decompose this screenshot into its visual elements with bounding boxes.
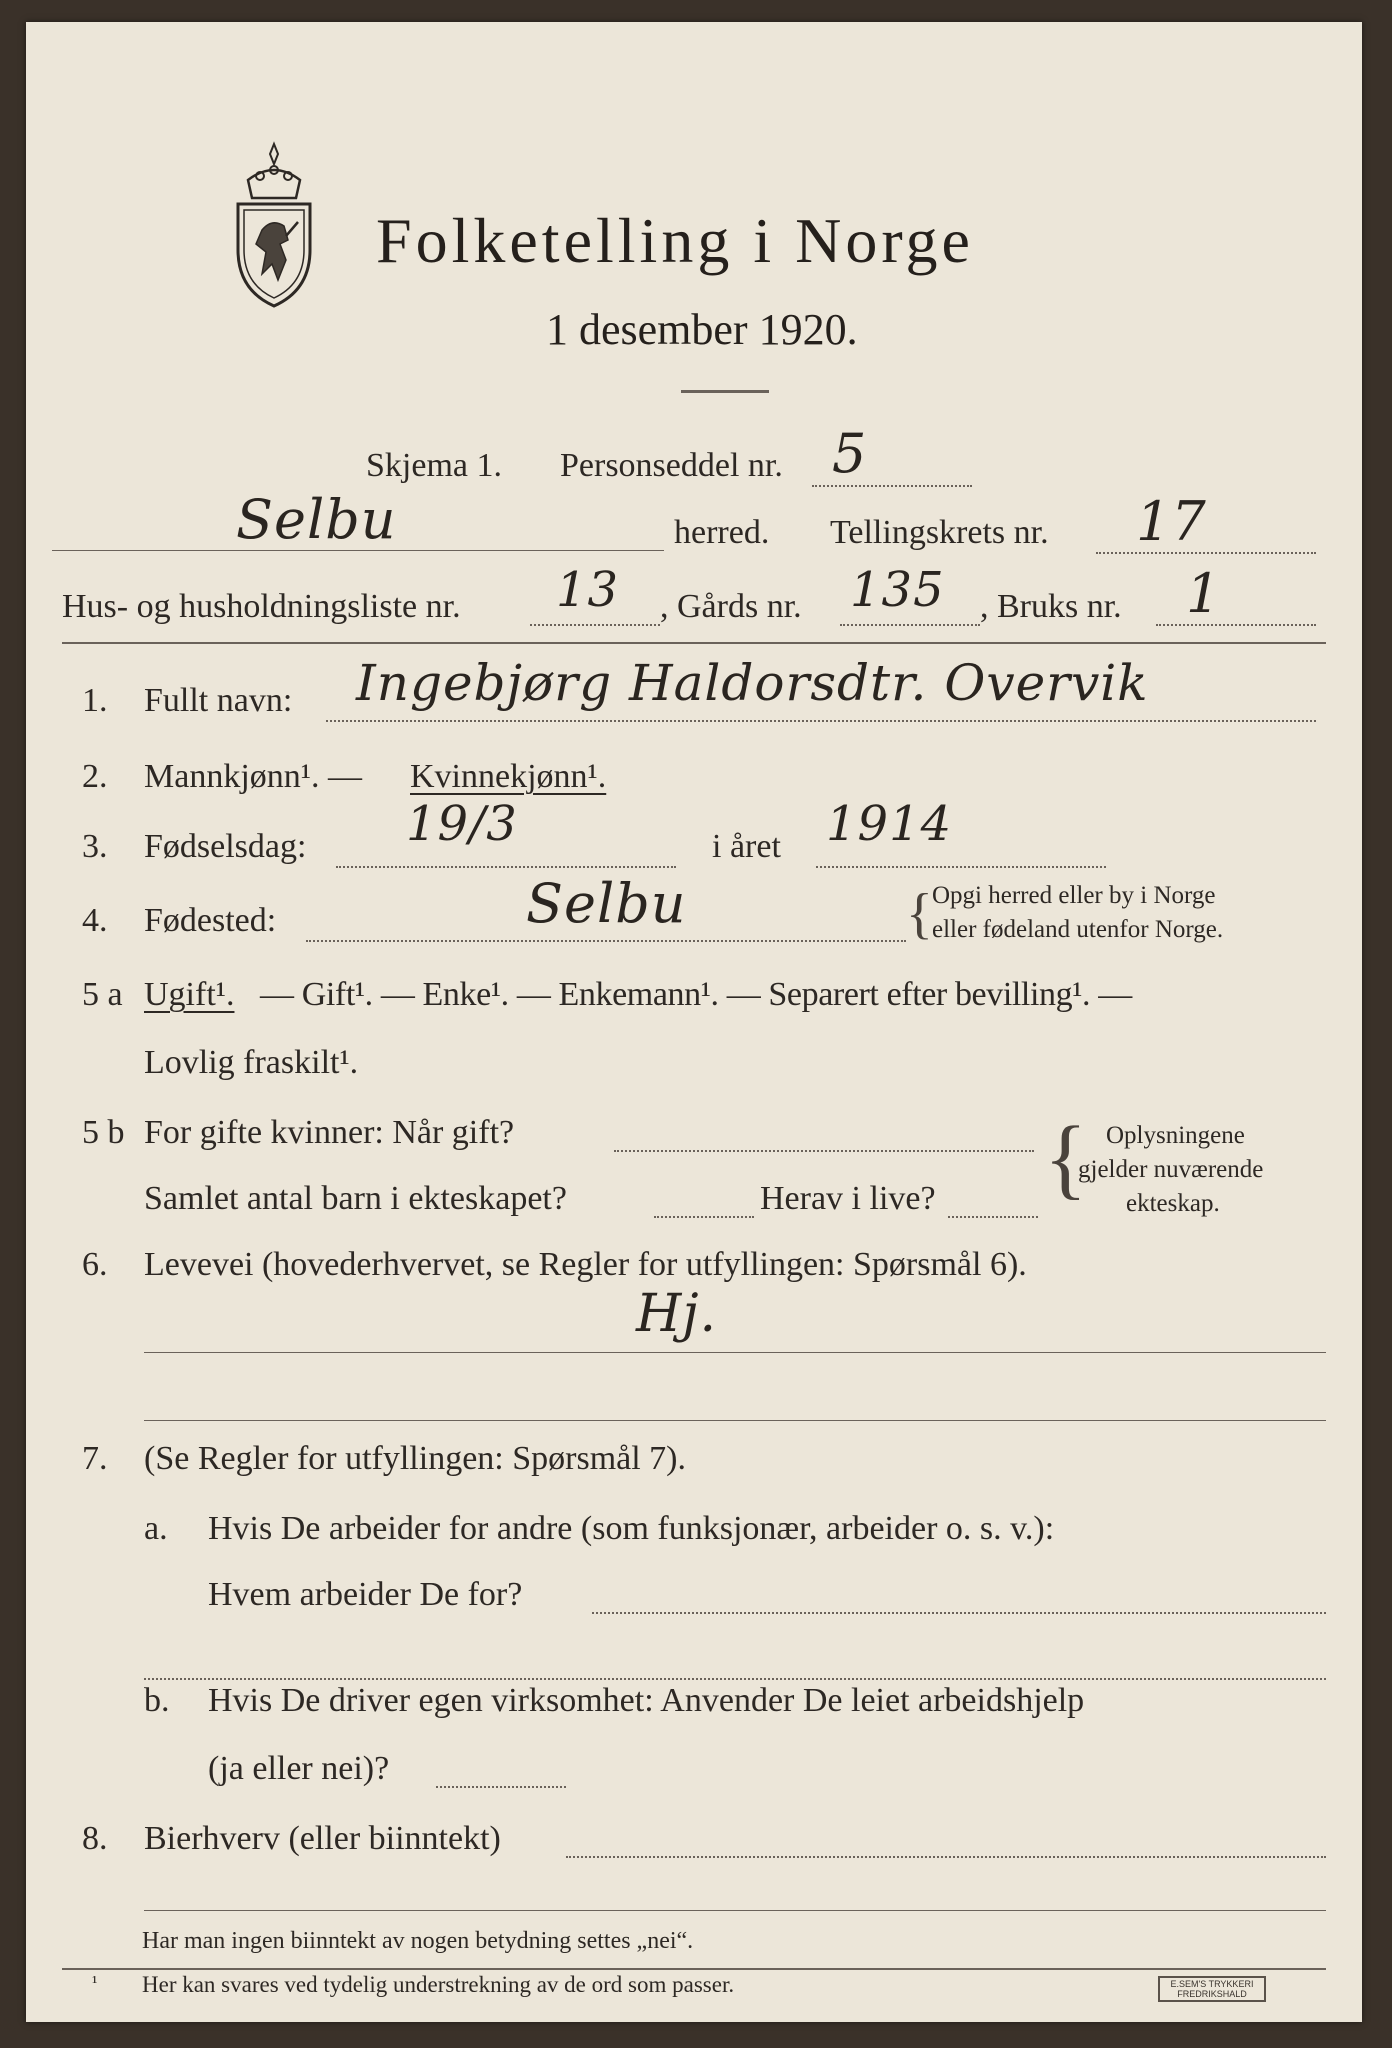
q7b-label: Hvis De driver egen virksomhet: Anvender De leiet arbeidshjelp [208, 1682, 1085, 1719]
q4-number: 4. [82, 902, 108, 939]
bruks-value: 1 [1186, 562, 1222, 625]
footnote-separator [62, 1968, 1326, 1970]
employer-field[interactable] [592, 1612, 1326, 1614]
q5b-note-line3: ekteskap. [1126, 1190, 1220, 1217]
coat-of-arms-icon [226, 140, 322, 310]
form-title: Folketelling i Norge [376, 205, 974, 276]
herred-value: Selbu [236, 488, 397, 551]
birthplace-field[interactable] [306, 940, 906, 942]
q8-label: Bierhverv (eller biinntekt) [144, 1820, 501, 1857]
q7a-label: Hvis De arbeider for andre (som funksjonær, arbeider o. s. v.): [208, 1510, 1055, 1547]
birthdate-field[interactable] [336, 866, 676, 868]
personseddel-label: Personseddel nr. [560, 447, 783, 484]
q6-label: Levevei (hovederhvervet, se Regler for utfyllingen: Spørsmål 6). [144, 1246, 1027, 1283]
occupation-line-2[interactable] [144, 1420, 1326, 1421]
q8-number: 8. [82, 1820, 108, 1857]
bruks-field[interactable] [1156, 624, 1316, 626]
occupation-line-1[interactable] [144, 1352, 1326, 1353]
q7b-label-yesno: (ja eller nei)? [208, 1750, 390, 1787]
side-income-line[interactable] [144, 1910, 1326, 1911]
husliste-value: 13 [556, 562, 620, 618]
q5b-note-line1: Oplysningene [1106, 1122, 1245, 1149]
q2-number: 2. [82, 758, 108, 795]
census-form-page [26, 22, 1362, 2022]
children-alive-field[interactable] [948, 1216, 1038, 1218]
q1-label: Fullt navn: [144, 682, 293, 719]
husliste-field[interactable] [530, 624, 660, 626]
q5b-label-children: Samlet antal barn i ekteskapet? [144, 1180, 567, 1217]
q5b-number: 5 b [82, 1114, 125, 1151]
birthplace-value: Selbu [526, 872, 687, 935]
q4-label: Fødested: [144, 902, 277, 939]
q7-label: (Se Regler for utfyllingen: Spørsmål 7). [144, 1440, 687, 1477]
marital-other-options[interactable]: — Gift¹. — Enke¹. — Enkemann¹. — Separert efter bevilling¹. — [260, 976, 1132, 1013]
tellingskrets-label: Tellingskrets nr. [830, 514, 1049, 551]
gender-female-option[interactable]: Kvinnekjønn¹. [410, 758, 607, 795]
q4-note-line1: Opgi herred eller by i Norge [932, 882, 1216, 909]
printer-stamp [1158, 1976, 1266, 2002]
side-income-field[interactable] [566, 1856, 1326, 1858]
biinntekt-note: Har man ingen biinntekt av nogen betydning settes „nei“. [142, 1928, 694, 1954]
employer-field-extra[interactable] [144, 1678, 1326, 1680]
q5b-brace: { [1044, 1109, 1088, 1208]
gards-value: 135 [850, 562, 945, 618]
full-name-value: Ingebjørg Haldorsdtr. Overvik [356, 654, 1149, 712]
q6-number: 6. [82, 1246, 108, 1283]
q3-label: Fødselsdag: [144, 828, 307, 865]
gender-male-option[interactable]: Mannkjønn¹. — [144, 758, 362, 795]
hired-help-field[interactable] [436, 1786, 566, 1788]
birth-year-value: 1914 [826, 796, 953, 852]
printer-stamp-line2: FREDRIKSHALD [1177, 1989, 1247, 1999]
personseddel-value: 5 [832, 422, 868, 485]
birthdate-value: 19/3 [406, 796, 518, 852]
marital-ugift-option[interactable]: Ugift¹. [144, 976, 235, 1013]
q4-brace: { [906, 883, 933, 945]
q7a-label-employer: Hvem arbeider De for? [208, 1576, 523, 1613]
title-divider [681, 390, 769, 393]
form-date: 1 desember 1920. [546, 305, 858, 354]
gards-label: , Gårds nr. [660, 588, 802, 625]
q7-number: 7. [82, 1440, 108, 1477]
birth-year-label: i året [712, 828, 781, 865]
skjema-label: Skjema 1. [366, 447, 502, 484]
printer-stamp-line1: E.SEM'S TRYKKERI [1170, 1979, 1254, 1989]
birth-year-field[interactable] [816, 866, 1106, 868]
footnote-text: Her kan svares ved tydelig understrekning av de ord som passer. [142, 1972, 735, 1997]
tellingskrets-value: 17 [1136, 490, 1207, 553]
q5b-note-line2: gjelder nuværende [1078, 1156, 1264, 1183]
q5b-label-alive: Herav i live? [760, 1180, 936, 1217]
occupation-value: Hj. [636, 1284, 717, 1344]
footnote-mark: ¹ [92, 1972, 98, 1992]
q5a-number: 5 a [82, 976, 123, 1013]
header-separator [62, 642, 1326, 644]
personseddel-field[interactable] [812, 485, 972, 487]
q7b-letter: b. [144, 1682, 170, 1719]
gards-field[interactable] [840, 624, 980, 626]
q4-note-line2: eller fødeland utenfor Norge. [932, 916, 1224, 943]
herred-label: herred. [674, 514, 770, 551]
bruks-label: , Bruks nr. [980, 588, 1122, 625]
q1-number: 1. [82, 682, 108, 719]
full-name-field[interactable] [326, 720, 1316, 722]
husliste-label: Hus- og husholdningsliste nr. [62, 588, 461, 625]
married-date-field[interactable] [614, 1150, 1034, 1152]
q5b-label-married: For gifte kvinner: Når gift? [144, 1114, 515, 1151]
q7a-letter: a. [144, 1510, 168, 1547]
q3-number: 3. [82, 828, 108, 865]
marital-fraskilt-option[interactable]: Lovlig fraskilt¹. [144, 1044, 359, 1081]
children-count-field[interactable] [654, 1216, 754, 1218]
